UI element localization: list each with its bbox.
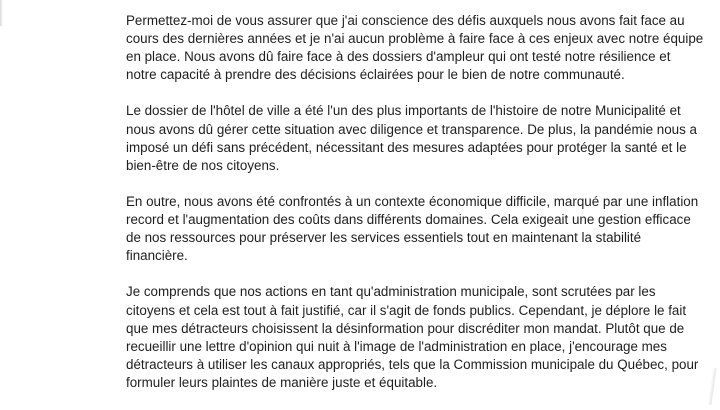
letter-body [126,12,704,410]
paragraph: Le dossier de l'hôtel de ville a été l'un des plus importants de l'histoire de notre Municipalité et nous avons dû gérer cette situation avec diligence et transparence. De plus, la pandémie nous a imposé un défi sans précédent, nécessitant des mesures adaptées pour protéger la santé et le bien-être de nos citoyens. [126,103,697,173]
page-edge-shadow [707,368,716,405]
paragraph: Permettez-moi de vous assurer que j'ai conscience des défis auxquels nous avons fait face au cours des dernières années et je n'ai aucun problème à faire face à ces enjeux avec notre équipe en place. Nous avons dû faire face à des dossiers d'ampleur qui ont testé notre résilience et notre capacité à prendre des décisions éclairées pour le bien de notre communauté. [126,13,704,83]
paragraph: Je comprends que nos actions en tant qu'administration municipale, sont scrutées par les citoyens et cela est tout à fait justifié, car il s'agit de fonds publics. Cependant, je déplore le fait que mes détracteurs choisissent la désinformation pour discréditer mon mandat. Plutôt que de recueillir une lettre d'opinion qui nuit à l'image de l'administration en place, j'encourage mes détracteurs à utiliser les canaux appropriés, tels que la Commission municipale du Québec, pour formuler leurs plaintes de manière juste et équitable. [126,284,699,390]
page-edge-shadow [0,0,3,26]
paragraph: En outre, nous avons été confrontés à un contexte économique difficile, marqué par une inflation record et l'augmentation des coûts dans différents domaines. Cela exigeait une gestion efficace de nos ressources pour préserver les services essentiels tout en maintenant la stabilité financière. [126,193,699,264]
